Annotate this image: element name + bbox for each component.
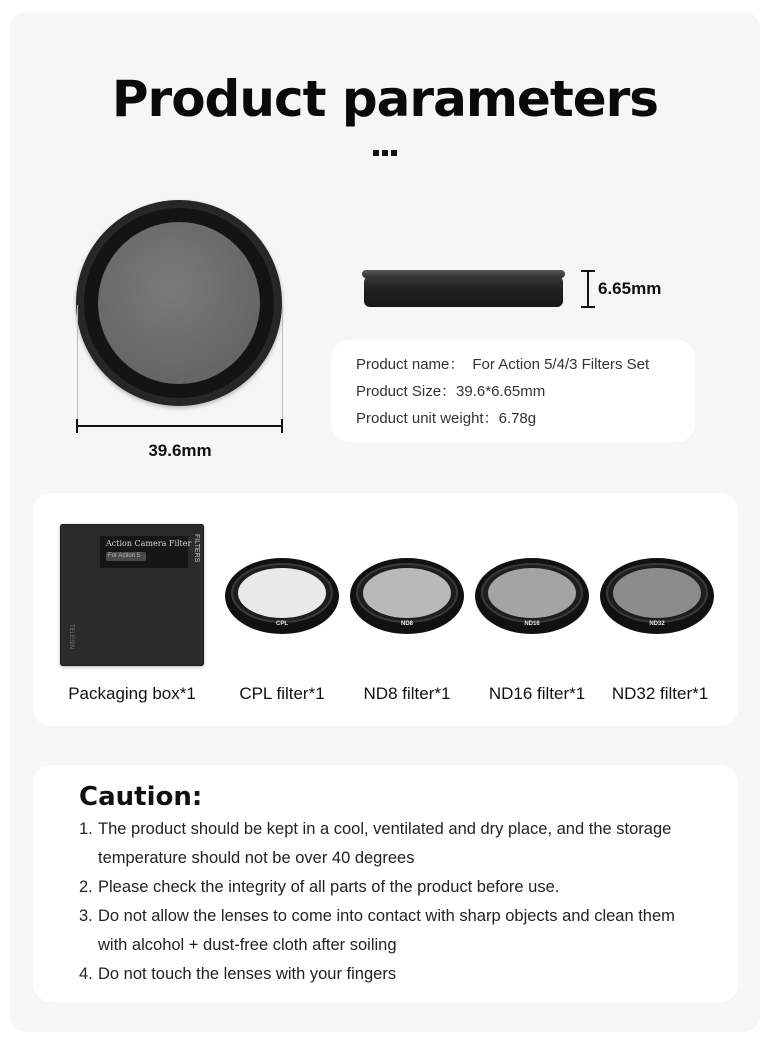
box-label-title: Action Camera Filter: [106, 539, 192, 548]
width-dimension-tick-right: [281, 419, 283, 433]
spec-card: [331, 340, 695, 442]
box-brand: TELESIN: [68, 624, 74, 650]
caution-item: [79, 960, 699, 989]
height-dimension-label: 6.65mm: [598, 279, 662, 298]
caution-item-text: Do not allow the lenses to come into contact with sharp objects and clean them with alcohol + dust-free cloth after soiling: [98, 907, 675, 954]
nd16-filter-image: [475, 558, 589, 634]
spec-key: Product name：: [356, 356, 465, 373]
caution-item-number: 4.: [79, 965, 93, 983]
width-dimension-line: [77, 425, 283, 427]
cpl-filter-label: CPL filter*1: [239, 684, 325, 703]
nd8-filter-tag: ND8: [400, 621, 413, 627]
caution-item-number: 1.: [79, 820, 93, 838]
nd8-filter-label: ND8 filter*1: [363, 684, 451, 703]
caution-item: [79, 873, 699, 902]
nd16-filter-tag: ND16: [524, 621, 540, 627]
spec-value: 39.6*6.65mm: [456, 383, 546, 400]
filter-side-view-image: [362, 270, 565, 308]
nd32-filter-tag: ND32: [649, 621, 665, 627]
box-spine-text: FILTERS: [193, 534, 200, 563]
width-dimension-label: 39.6mm: [148, 441, 212, 460]
spec-row-weight: [356, 409, 695, 436]
page-title: Product parameters: [111, 70, 659, 128]
filter-front-view-image: [76, 200, 282, 406]
caution-title: Caution:: [79, 782, 203, 812]
nd16-filter-label: ND16 filter*1: [488, 684, 586, 703]
nd32-filter-label: ND32 filter*1: [611, 684, 709, 703]
height-dimension-tick-bottom: [581, 306, 595, 308]
spec-key: Product Size：: [356, 383, 457, 400]
width-dimension-tick-left: [76, 419, 78, 433]
nd32-filter-glass: [613, 568, 701, 618]
caution-item-number: 3.: [79, 907, 93, 925]
width-guide-right: [282, 305, 283, 420]
spec-value: For Action 5/4/3 Filters Set: [472, 356, 650, 373]
cpl-filter-tag: CPL: [276, 621, 288, 627]
caution-item-text: Please check the integrity of all parts of the product before use.: [98, 878, 560, 896]
nd8-filter-image: [350, 558, 464, 634]
caution-item-number: 2.: [79, 878, 93, 896]
box-label-subtitle: For Action 5: [106, 552, 146, 561]
cpl-filter-glass: [238, 568, 326, 618]
packaging-box-label: Packaging box*1: [68, 684, 196, 703]
caution-item-text: The product should be kept in a cool, ventilated and dry place, and the storage temperature should not be over 40 degrees: [98, 820, 672, 867]
spec-value: 6.78g: [498, 410, 537, 427]
caution-item: [79, 815, 699, 873]
spec-row-size: [356, 382, 695, 409]
height-dimension-line: [587, 270, 589, 308]
packaging-box-image: [60, 524, 204, 666]
nd8-filter-glass: [363, 568, 451, 618]
title-decoration: [373, 150, 397, 156]
width-guide-left: [77, 305, 78, 420]
caution-item-text: Do not touch the lenses with your fingers: [98, 965, 397, 983]
nd32-filter-image: [600, 558, 714, 634]
height-dimension-tick-top: [581, 270, 595, 272]
spec-key: Product unit weight：: [356, 410, 499, 427]
cpl-filter-image: [225, 558, 339, 634]
caution-item: [79, 902, 699, 960]
spec-row-name: [356, 355, 695, 382]
nd16-filter-glass: [488, 568, 576, 618]
